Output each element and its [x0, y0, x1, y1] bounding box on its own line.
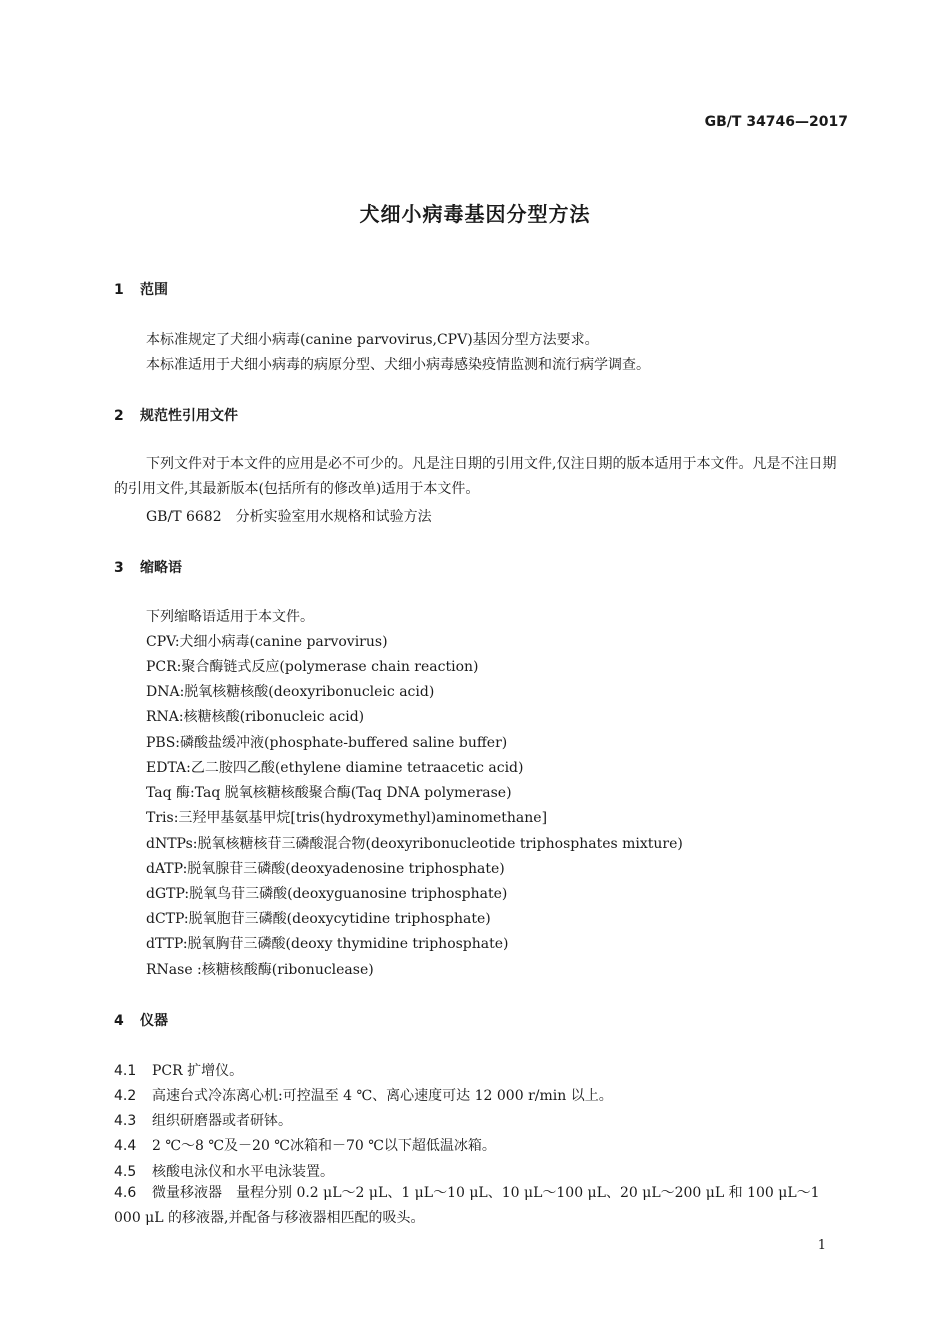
- abbreviation-item: dTTP:脱氧胸苷三磷酸(deoxy thymidine triphosphate): [146, 936, 509, 952]
- section-4-heading: [114, 1010, 168, 1030]
- clause-4-3: [114, 1110, 292, 1130]
- clause-4-4: [114, 1135, 496, 1155]
- clause-text: PCR 扩增仪。: [152, 1063, 244, 1079]
- section-title: 范围: [140, 282, 168, 298]
- abbreviation-item: dCTP:脱氧胞苷三磷酸(deoxycytidine triphosphate): [146, 911, 491, 927]
- section-number: 1: [114, 282, 124, 298]
- abbreviation-item: dGTP:脱氧鸟苷三磷酸(deoxyguanosine triphosphate): [146, 886, 508, 902]
- section-number: 2: [114, 408, 124, 424]
- clause-number: 4.6: [114, 1185, 137, 1201]
- section-title: 仪器: [140, 1013, 168, 1029]
- normative-reference: GB/T 6682 分析实验室用水规格和试验方法: [146, 509, 432, 525]
- clause-text: 高速台式冷冻离心机:可控温至 4 ℃、离心速度可达 12 000 r/min 以上。: [152, 1088, 613, 1104]
- abbreviation-item: EDTA:乙二胺四乙酸(ethylene diamine tetraacetic acid): [146, 760, 524, 776]
- section-title: 规范性引用文件: [140, 408, 238, 424]
- abbreviation-item: dNTPs:脱氧核糖核苷三磷酸混合物(deoxyribonucleotide triphosphates mixture): [146, 836, 683, 852]
- section-3-heading: [114, 557, 182, 577]
- abbreviation-item: PCR:聚合酶链式反应(polymerase chain reaction): [146, 659, 479, 675]
- clause-number: 4.2: [114, 1088, 137, 1104]
- section-number: 3: [114, 560, 124, 576]
- section-title: 缩略语: [140, 560, 182, 576]
- clause-number: 4.3: [114, 1113, 137, 1129]
- section-1-paragraph-2: 本标准适用于犬细小病毒的病原分型、犬细小病毒感染疫情监测和流行病学调查。: [146, 357, 650, 373]
- section-2-heading: [114, 405, 238, 425]
- abbreviation-item: DNA:脱氧核糖核酸(deoxyribonucleic acid): [146, 684, 435, 700]
- abbreviation-item: RNase :核糖核酸酶(ribonuclease): [146, 962, 374, 978]
- clause-4-1: [114, 1060, 243, 1080]
- clause-4-2: [114, 1085, 613, 1105]
- section-number: 4: [114, 1013, 124, 1029]
- abbreviations-intro: 下列缩略语适用于本文件。: [146, 609, 314, 625]
- abbreviation-item: PBS:磷酸盐缓冲液(phosphate-buffered saline buffer): [146, 735, 508, 751]
- document-title: 犬细小病毒基因分型方法: [359, 202, 591, 226]
- abbreviation-item: CPV:犬细小病毒(canine parvovirus): [146, 634, 388, 650]
- section-1-heading: [114, 279, 168, 299]
- section-1-paragraph-1: 本标准规定了犬细小病毒(canine parvovirus,CPV)基因分型方法要求。: [146, 332, 599, 348]
- clause-4-5: [114, 1161, 334, 1181]
- abbreviation-item: dATP:脱氧腺苷三磷酸(deoxyadenosine triphosphate): [146, 861, 505, 877]
- clause-number: 4.5: [114, 1164, 137, 1180]
- section-2-paragraph-1: 下列文件对于本文件的应用是必不可少的。凡是注日期的引用文件,仅注日期的版本适用于本文件。凡是不注日期的引用文件,其最新版本(包括所有的修改单)适用于本文件。: [114, 456, 837, 497]
- standard-code: GB/T 34746—2017: [704, 114, 848, 130]
- abbreviation-item: RNA:核糖核酸(ribonucleic acid): [146, 709, 365, 725]
- clause-text: 微量移液器 量程分别 0.2 μL～2 μL、1 μL～10 μL、10 μL～100 μL、20 μL～200 μL 和 100 μL～1 000 μL 的移液器,并配备与移液器相匹配的吸头。: [114, 1185, 820, 1226]
- clause-number: 4.1: [114, 1063, 137, 1079]
- clause-text: 2 ℃～8 ℃及－20 ℃冰箱和－70 ℃以下超低温冰箱。: [152, 1138, 496, 1154]
- clause-number: 4.4: [114, 1138, 137, 1154]
- clause-text: 组织研磨器或者研钵。: [152, 1113, 292, 1129]
- abbreviation-item: Tris:三羟甲基氨基甲烷[tris(hydroxymethyl)aminomethane]: [146, 810, 548, 826]
- page-number: 1: [817, 1238, 826, 1253]
- abbreviation-item: Taq 酶:Taq 脱氧核糖核酸聚合酶(Taq DNA polymerase): [146, 785, 512, 801]
- clause-4-6: [114, 1181, 850, 1231]
- clause-text: 核酸电泳仪和水平电泳装置。: [152, 1164, 334, 1180]
